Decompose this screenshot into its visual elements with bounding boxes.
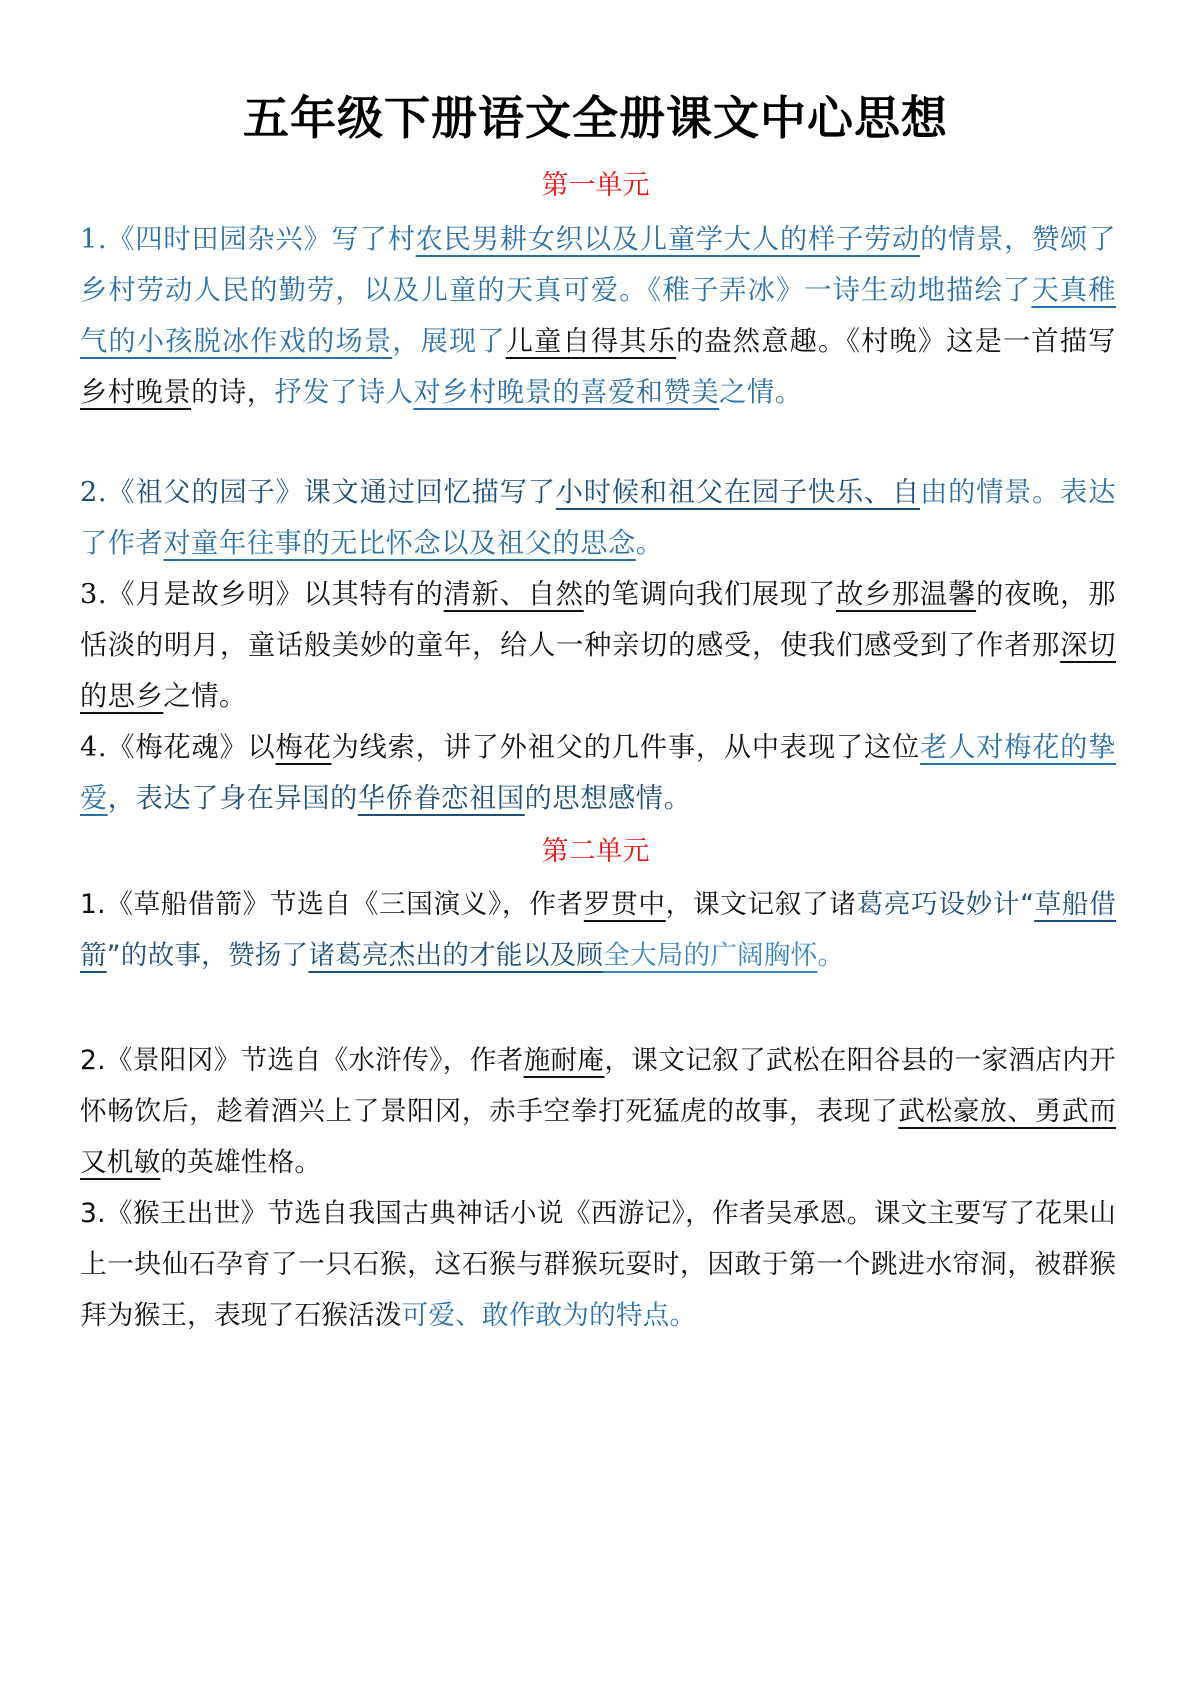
underlined-key-phrase: 武松豪放、勇武而又机敏 <box>80 1096 1116 1178</box>
text-run: 1.《草船借箭》节选自《三国演义》，作者 <box>80 889 584 920</box>
text-run: 的夜晚，那恬淡的明月，童话般美妙的童年，给人一种亲切的感受，使我们感受到了作者那 <box>80 579 1116 661</box>
underlined-key-phrase: 施耐庵 <box>523 1045 605 1076</box>
text-run: ，表达了身在异国的 <box>107 783 358 814</box>
text-run: 3.《猴王出世》节选自我国古典神话小说《西游记》，作者吴承恩。课文主要写了花果山上一块仙石孕育了一只石猴，这石猴与群猴玩耍时，因敢于第一个跳进水帘洞，被群猴拜为猴王，表现了石猴活泼 <box>80 1198 1116 1331</box>
text-run: 2.《祖父的园子》课文通过回忆描写了 <box>80 477 556 508</box>
underlined-key-phrase: 诸葛亮杰出的才能以及顾 <box>308 940 604 971</box>
text-run: 的笔调向我们展现了 <box>583 579 836 610</box>
underlined-key-phrase: 农民男耕女织以及儿童学大人的样子劳动 <box>415 224 921 255</box>
unit1-item-2 <box>80 467 1116 569</box>
underlined-key-phrase: 罗贯中 <box>583 889 666 920</box>
unit2-item-1 <box>80 879 1116 981</box>
underlined-key-phrase: 华侨眷恋祖国 <box>357 783 525 814</box>
text-run: 的情景，赞颂了乡村劳动人民的勤劳，以及儿童的天真可爱。《稚子弄冰》一诗生动地描绘了 <box>80 224 1116 306</box>
unit2-item-2 <box>80 1035 1116 1188</box>
underlined-key-phrase: 天真稚气的小孩脱冰作戏的场景 <box>80 275 1116 357</box>
underlined-key-phrase: 小时候和祖父在园子快乐、自 <box>555 477 921 508</box>
underlined-key-phrase: 清新、自然 <box>443 579 584 610</box>
document-title: 五年级下册语文全册课文中心思想 <box>243 91 948 145</box>
text-run: ，课文记叙了诸 <box>665 889 857 920</box>
text-run: ”的故事，赞扬了 <box>106 940 309 971</box>
text-run: 。 <box>817 940 845 971</box>
unit1-item-1 <box>80 214 1116 418</box>
text-run: 4.《梅花魂》以 <box>80 732 276 763</box>
unit-heading-2: 第二单元 <box>541 836 650 867</box>
text-run: ，课文记叙了武松在阳谷县的一家酒店内开怀畅饮后，趁着酒兴上了景阳冈，赤手空拳打死猛虎的故事，表现了 <box>80 1045 1116 1127</box>
underlined-key-phrase: 儿童自得其乐 <box>505 326 677 357</box>
unit1-item-4 <box>80 722 1116 824</box>
text-run: 1.《四时田园杂兴》写了村 <box>80 224 416 255</box>
underlined-key-phrase: 对童年往事的无比怀念以及祖父的思念 <box>163 528 636 559</box>
unit1-item-3 <box>80 569 1116 722</box>
text-run: 可爱、敢作敢为的特点。 <box>401 1300 697 1331</box>
underlined-key-phrase: 草船借箭 <box>80 889 1117 971</box>
text-run: 。 <box>635 528 664 559</box>
text-run: 抒发了诗人 <box>274 377 414 408</box>
unit-heading-1: 第一单元 <box>541 170 650 201</box>
text-run: 的诗， <box>191 377 275 408</box>
text-run: 葛亮巧设妙计“ <box>856 889 1035 920</box>
underlined-key-phrase: 乡村晚景 <box>80 377 192 408</box>
text-run: 之情。 <box>163 681 247 712</box>
text-run: 之情。 <box>719 377 803 408</box>
text-run: 的思想感情。 <box>524 783 692 814</box>
text-run: 的英雄性格。 <box>160 1147 322 1178</box>
text-run: ，展现了 <box>392 326 506 357</box>
unit2-item-3 <box>80 1188 1116 1341</box>
underlined-key-phrase: 深切的思乡 <box>80 630 1116 712</box>
text-run: 3.《月是故乡明》以其特有的 <box>80 579 444 610</box>
underlined-key-phrase: 故乡那温馨 <box>835 579 977 610</box>
text-run: 由的情景。表达了作者 <box>80 477 1116 559</box>
underlined-key-phrase: 梅花 <box>275 732 332 763</box>
text-run: 的盎然意趣。《村晚》这是一首描写 <box>676 326 1116 357</box>
text-run: 2.《景阳冈》节选自《水浒传》，作者 <box>80 1045 524 1076</box>
underlined-key-phrase: 老人对梅花的挚爱 <box>80 732 1116 814</box>
text-run: 为线索，讲了外祖父的几件事，从中表现了这位 <box>331 732 921 763</box>
underlined-key-phrase: 全大局的广阔胸怀 <box>603 940 818 971</box>
underlined-key-phrase: 对乡村晚景的喜爱和赞美 <box>413 377 720 408</box>
